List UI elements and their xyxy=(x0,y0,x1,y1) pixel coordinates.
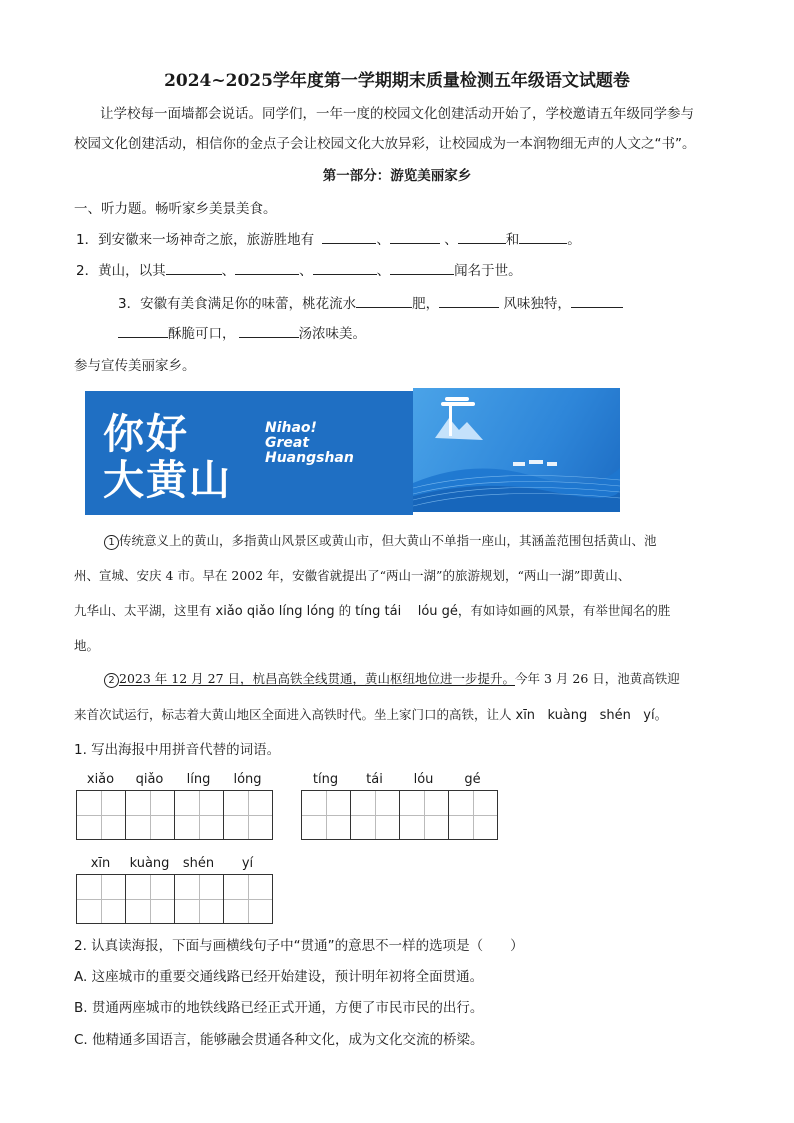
answer-blank[interactable] xyxy=(356,294,412,308)
tian-grid-box[interactable] xyxy=(350,790,400,840)
q2-stem: 2．黄山，以其 xyxy=(76,263,166,279)
pinyin-text: tíng tái lóu gé xyxy=(355,604,458,619)
q3-text: 风味独特， xyxy=(503,296,571,312)
poster-banner xyxy=(85,391,413,515)
poster-scenery-image xyxy=(413,388,620,512)
q2-end: 闻名于世。 xyxy=(454,263,522,279)
banner-en-line-1: Nihao! xyxy=(265,420,317,436)
pinyin-text: xīn kuàng shén yí。 xyxy=(515,708,668,723)
question-2 xyxy=(76,261,522,281)
answer-blank[interactable] xyxy=(235,261,299,275)
separator: 、 xyxy=(376,232,390,248)
passage-p1-line-3 xyxy=(74,601,670,619)
pinyin-label: tíng xyxy=(312,772,339,787)
question-a1: 1. 写出海报中用拼音代替的词语。 xyxy=(74,742,281,758)
passage-text: 来首次试运行，标志着大黄山地区全面进入高铁时代。坐上家门口的高铁，让人 xyxy=(74,707,512,722)
question-3-line-1 xyxy=(118,294,623,314)
answer-blank[interactable] xyxy=(390,261,454,275)
passage-p2-line-1 xyxy=(104,669,680,688)
passage-text: 的 xyxy=(338,603,352,618)
banner-cn-line-1: 你好 xyxy=(103,410,189,458)
passage-text: 传统意义上的黄山，多指黄山风景区或黄山市，但大黄山不单指一座山，其涵盖范围包括黄山、池 xyxy=(119,533,657,548)
tian-grid-box[interactable] xyxy=(76,790,126,840)
tian-grid-box[interactable] xyxy=(448,790,498,840)
option-a[interactable]: A. 这座城市的重要交通线路已经开始建设，预计明年初将全面贯通。 xyxy=(74,969,484,985)
pinyin-label: shén xyxy=(182,856,215,871)
answer-blank[interactable] xyxy=(458,230,506,244)
passage-p1-line-4: 地。 xyxy=(74,638,100,653)
tian-grid-box[interactable] xyxy=(223,790,273,840)
pinyin-label: gé xyxy=(464,772,481,787)
q3-text: 酥脆可口， xyxy=(168,326,236,342)
answer-blank[interactable] xyxy=(519,230,567,244)
question-3-line-2 xyxy=(118,324,366,344)
tian-grid-box[interactable] xyxy=(399,790,449,840)
banner-en-line-3: Huangshan xyxy=(265,450,354,466)
underlined-sentence: 2023 年 12 月 27 日，杭昌高铁全线贯通，黄山枢纽地位进一步提升。 xyxy=(119,671,515,686)
answer-blank[interactable] xyxy=(313,261,377,275)
banner-en-line-2: Great xyxy=(265,435,310,451)
answer-blank[interactable] xyxy=(322,230,376,244)
answer-blank[interactable] xyxy=(571,294,623,308)
pinyin-label: lóu xyxy=(413,772,434,787)
passage-text: 九华山、太平湖，这里有 xyxy=(74,603,212,618)
intro-line-2: 校园文化创建活动，相信你的金点子会让校园文化大放异彩，让校园成为一本润物细无声的人文之“书”。 xyxy=(74,136,696,152)
q1-stem: 1．到安徽来一场神奇之旅，旅游胜地有 xyxy=(76,232,315,248)
q3-text: 汤浓味美。 xyxy=(298,326,366,342)
option-b[interactable]: B. 贯通两座城市的地铁线路已经正式开通，方便了市民市民的出行。 xyxy=(74,1000,484,1016)
conjunction: 和 xyxy=(505,232,520,248)
pinyin-label: xiǎo xyxy=(86,772,115,787)
tian-grid-box[interactable] xyxy=(174,874,224,924)
q3-text: 肥， xyxy=(412,296,440,312)
passage-p1-line-1 xyxy=(104,531,657,550)
separator: 、 xyxy=(376,263,391,279)
pinyin-label: líng xyxy=(186,772,211,787)
tian-grid-box[interactable] xyxy=(125,874,175,924)
banner-cn-line-2: 大黄山 xyxy=(103,456,232,504)
pinyin-label: kuàng xyxy=(129,856,170,871)
separator: 、 xyxy=(299,263,313,279)
option-c[interactable]: C. 他精通多国语言，能够融会贯通各种文化，成为文化交流的桥梁。 xyxy=(74,1032,484,1048)
pinyin-label: lóng xyxy=(233,772,262,787)
tian-grid-box[interactable] xyxy=(76,874,126,924)
part-heading: 第一部分：游览美丽家乡 xyxy=(322,168,472,184)
pinyin-text: xiǎo qiǎo líng lóng xyxy=(215,604,335,619)
tian-grid-box[interactable] xyxy=(223,874,273,924)
answer-blank[interactable] xyxy=(166,261,222,275)
answer-blank[interactable] xyxy=(239,324,299,338)
question-a2: 2. 认真读海报，下面与画横线句子中“贯通”的意思不一样的选项是（ ） xyxy=(74,938,524,954)
exam-title: 2024~2025学年度第一学期期末质量检测五年级语文试题卷 xyxy=(164,71,630,91)
pinyin-label: yí xyxy=(241,856,254,871)
answer-blank[interactable] xyxy=(390,230,440,244)
separator: 、 xyxy=(221,263,236,279)
q3-stem: 3．安徽有美食满足你的味蕾，桃花流水 xyxy=(118,296,357,312)
answer-blank[interactable] xyxy=(439,294,499,308)
circled-number: 2 xyxy=(104,673,119,688)
separator: 、 xyxy=(444,232,458,248)
passage-text: ，有如诗如画的风景，有举世闻名的胜 xyxy=(457,603,671,618)
tian-grid-box[interactable] xyxy=(125,790,175,840)
intro-line-1: 让学校每一面墙都会说话。同学们，一年一度的校园文化创建活动开始了，学校邀请五年级同学参与 xyxy=(100,106,694,122)
pinyin-label: xīn xyxy=(90,856,111,871)
passage-p1-line-2: 州、宣城、安庆 4 市。早在 2002 年，安徽省就提出了“两山一湖”的旅游规划，“两山一湖”即黄山、 xyxy=(74,568,631,583)
tian-grid-box[interactable] xyxy=(174,790,224,840)
pinyin-label: qiǎo xyxy=(135,772,164,787)
pinyin-label: tái xyxy=(366,772,383,787)
answer-blank[interactable] xyxy=(118,324,168,338)
passage-p2-line-2 xyxy=(74,704,668,723)
tian-grid-box[interactable] xyxy=(301,790,351,840)
section-heading: 一、听力题。畅听家乡美景美食。 xyxy=(74,201,277,217)
question-1 xyxy=(76,230,581,250)
circled-number: 1 xyxy=(104,535,119,550)
mountain-scenery-illustration xyxy=(413,388,620,512)
passage-text: 今年 3 月 26 日，池黄高铁迎 xyxy=(515,671,680,686)
period: 。 xyxy=(567,232,581,248)
promo-label: 参与宣传美丽家乡。 xyxy=(74,358,196,374)
